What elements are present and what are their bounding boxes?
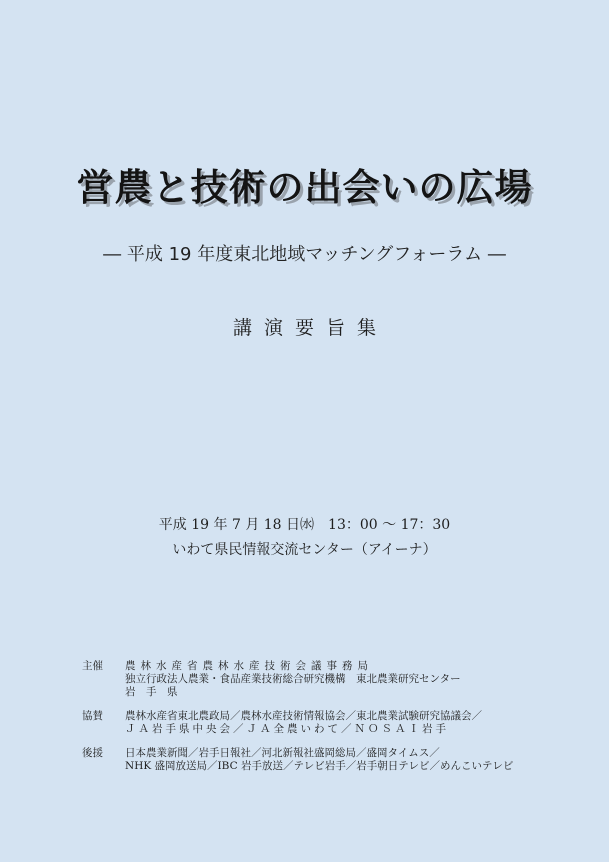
event-datetime: 平成 19 年 7 月 18 日㈬ 13：00 ～ 17：30 (158, 517, 451, 533)
credit-line: 農林水産省東北農政局／農林水産技術情報協会／東北農業試験研究協議会／ (125, 710, 482, 722)
credit-organizer (82, 660, 522, 699)
document-title: 営農と技術の出会いの広場 (76, 166, 533, 209)
credit-sponsor (82, 710, 522, 736)
credit-label: 主催 (82, 660, 103, 672)
credit-label: 後援 (82, 747, 103, 759)
credit-line: NHK 盛岡放送局／IBC 岩手放送／テレビ岩手／岩手朝日テレビ／めんこいテレビ (125, 760, 514, 772)
credit-line: 日本農業新聞／岩手日報社／河北新報社盛岡総局／盛岡タイムス／ (125, 747, 440, 759)
credit-supporter (82, 747, 522, 773)
credits-block (82, 660, 522, 784)
event-venue: いわて県民情報交流センター（アイーナ） (172, 542, 437, 558)
credit-line: ＪＡ岩手県中央会／ＪＡ全農いわて／ＮＯＳＡＩ岩手 (125, 723, 449, 735)
booklet-label: 講演要旨集 (232, 317, 388, 339)
credit-label: 協賛 (82, 710, 103, 722)
credit-line: 農林水産省農林水産技術会議事務局 (125, 660, 373, 672)
event-info (0, 513, 609, 563)
document-subtitle: ― 平成 19 年度東北地域マッチングフォーラム ― (103, 244, 506, 265)
credit-line: 独立行政法人農業・食品産業技術総合研究機構 東北農業研究センター (125, 673, 461, 685)
credit-line: 岩 手 県 (125, 686, 178, 698)
